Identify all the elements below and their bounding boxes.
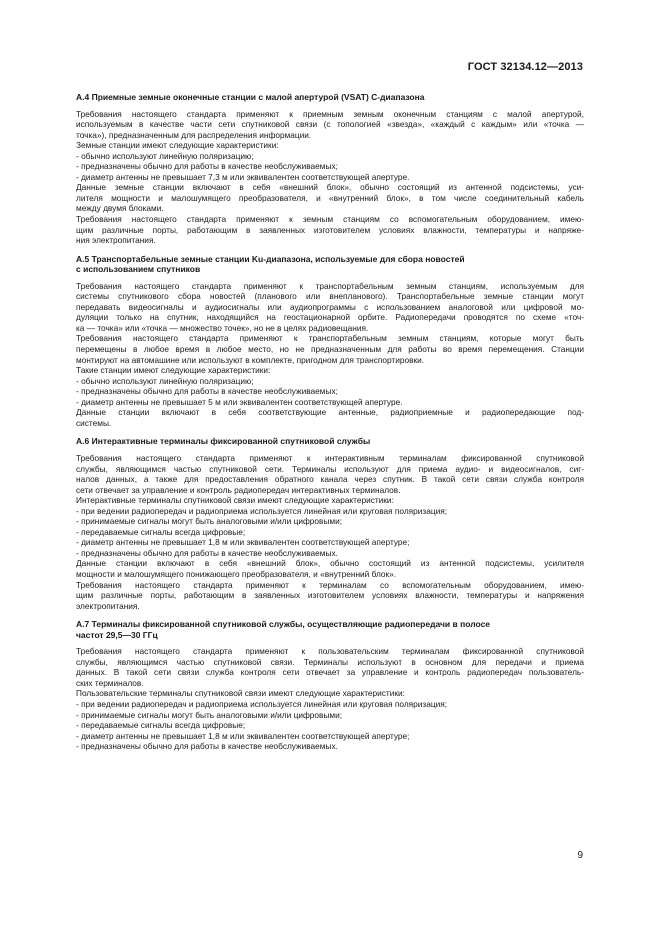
list-item: - диаметр антенны не превышает 1,8 м или эквивалентен соответствующей апертуре; [76,730,410,741]
section-a6 [76,436,584,611]
paragraph-line: используемым в качестве части сети спутниковой связи (с топологией «звезда», «каждый с каждым» или «точка — [76,119,584,130]
paragraph-line: Требования настоящего стандарта применяют к приемным земным оконечным станциям с малой апертурой, [76,108,584,119]
list-item: - предназначены обычно для работы в качестве необслуживаемых. [76,547,338,558]
section-a7 [76,619,584,752]
paragraph-line: перемещены в любое время в любое место, но не предназначенным для работы во время перемещения. Станции [76,344,584,355]
list-item: - обычно используют линейную поляризацию; [76,375,254,386]
paragraph-line: данных. В такой сети связи служба контроля сети отвечает за управление и контроль радиопередач пользователь- [76,667,584,678]
list-item: - передаваемые сигналы всегда цифровые; [76,526,246,537]
section-heading: А.5 Транспортабельные земные станции Ku-диапазона, используемые для сбора новостей [76,253,465,264]
paragraph-line: щим различные порты, работающим в заявленных изготовителем условиях влажности, температуры и напряжения [76,590,584,601]
list-item: - диаметр антенны не превышает 1,8 м или эквивалентен соответствующей апертуре; [76,537,410,548]
list-item: - предназначены обычно для работы в качестве необслуживаемых; [76,161,338,172]
list-item: - принимаемые сигналы могут быть аналоговыми и/или цифровыми; [76,516,343,527]
paragraph-line: электропитания. [76,600,140,611]
section-heading: А.7 Терминалы фиксированной спутниковой службы, осуществляющие радиопередачи в полосе [76,619,491,630]
list-item: - диаметр антенны не превышает 5 м или эквивалентен соответствующей апертуре. [76,396,403,407]
section-heading: А.6 Интерактивные терминалы фиксированной спутниковой службы [76,436,371,447]
paragraph-line: налов данных, а также для предоставления обратного канала через спутник. В такой сети связи служба контроля [76,474,584,485]
section-heading: с использованием спутников [76,264,201,275]
paragraph-line: между двумя блоками. [76,203,164,214]
list-item: - принимаемые сигналы могут быть аналоговыми и/или цифровыми; [76,709,343,720]
paragraph-line: Требования настоящего стандарта применяют к терминалам со вспомогательным оборудованием, имею- [76,579,584,590]
paragraph-line: Пользовательские терминалы спутниковой связи имеют следующие характеристики: [76,688,405,699]
section-a5 [76,254,584,429]
list-item: - предназначены обычно для работы в качестве необслуживаемых; [76,386,338,397]
list-item: - при ведении радиопередач и радиоприема используется линейная или круговая поляризация; [76,698,448,709]
paragraph-line: ских терминалов. [76,677,144,688]
paragraph-line: службы, являющимся частью спутниковой сети. Терминалы используют для приема аудио- и видеосигналов, сиг- [76,463,584,474]
document-header: ГОСТ 32134.12—2013 [467,61,583,73]
paragraph-line: Требования настоящего стандарта применяют к пользовательским терминалам фиксированной спутниковой [76,646,584,657]
paragraph-line: системы спутникового сбора новостей (планового или внепланового). Транспортабельные земные станции могут [76,291,584,302]
list-item: - диаметр антенны не превышает 7,3 м или эквивалентен соответствующей апертуре. [76,171,410,182]
paragraph-line: Такие станции имеют следующие характеристики: [76,365,271,376]
paragraph-line: мощности и малошумящего понижающего преобразователя, и «внутренний блок». [76,568,397,579]
section-a4 [76,92,584,246]
paragraph-line: Требования настоящего стандарта применяют к земным станциям со вспомогательным оборудованием, имею- [76,214,584,225]
section-heading: частот 29,5—30 ГГц [76,629,158,640]
paragraph-line: сети отвечает за управление и контроль радиопередач интерактивных терминалов. [76,484,401,495]
paragraph-line: Земные станции имеют следующие характеристики: [76,140,279,151]
paragraph-line: Данные земные станции включают в себя «внешний блок», обычно состоящий из антенной подсистемы, уси- [76,182,584,193]
paragraph-line: ния электропитания. [76,235,156,246]
paragraph-line: Требования настоящего стандарта применяют к транспортабельным земным станциям, используемым для [76,280,584,291]
paragraph-line: службы, являющимся частью спутниковой связи. Терминалы используют в основном для передачи и приема [76,656,584,667]
page-number: 9 [577,850,583,861]
paragraph-line: Данные станции включают в себя «внешний блок», обычно состоящий из антенной подсистемы, усилителя [76,558,584,569]
paragraph-line: Требования настоящего стандарта применяют к транспортабельным земным станциям, которые могут быть [76,333,584,344]
paragraph-line: точка»), предназначенным для распределения информации. [76,129,312,140]
paragraph-line: Требования настоящего стандарта применяют к интерактивным терминалам фиксированной спутниковой [76,452,584,463]
list-item: - обычно используют линейную поляризацию; [76,150,254,161]
paragraph-line: Данные станции включают в себя соответствующие антенные, радиоприемные и радиопередающие под- [76,407,584,418]
paragraph-line: передавать видеосигналы и аудиосигналы или аудиопрограммы с использованием аналоговой или цифровой мо- [76,301,584,312]
list-item: - предназначены обычно для работы в качестве необслуживаемых. [76,741,338,752]
list-item: - при ведении радиопередач и радиоприема используется линейная или круговая поляризация; [76,505,448,516]
paragraph-line: монтируют на автомашине или используют в комплекте, пригодном для транспортировки. [76,354,425,365]
paragraph-line: Интерактивные терминалы спутниковой связи имеют следующие характеристики: [76,495,394,506]
document-body [76,92,584,752]
paragraph-line: системы. [76,417,112,428]
paragraph-line: щим различные порты, работающим в заявленных изготовителем условиях влажности, температуры и напряже- [76,224,584,235]
list-item: - передаваемые сигналы всегда цифровые; [76,720,246,731]
section-heading: А.4 Приемные земные оконечные станции с малой апертурой (VSAT) С-диапазона [76,92,425,102]
paragraph-line: ка — точка» или «точка — множество точек», но не в целях радиовещания. [76,322,369,333]
paragraph-line: дуляции только на спутник, находящийся на геостационарной орбите. Радиопередачи проводятся по схеме «точ- [76,312,584,323]
paragraph-line: лителя мощности и малошумящего преобразователя, и «внутренний блок», в том числе соединительный кабель [76,192,584,203]
